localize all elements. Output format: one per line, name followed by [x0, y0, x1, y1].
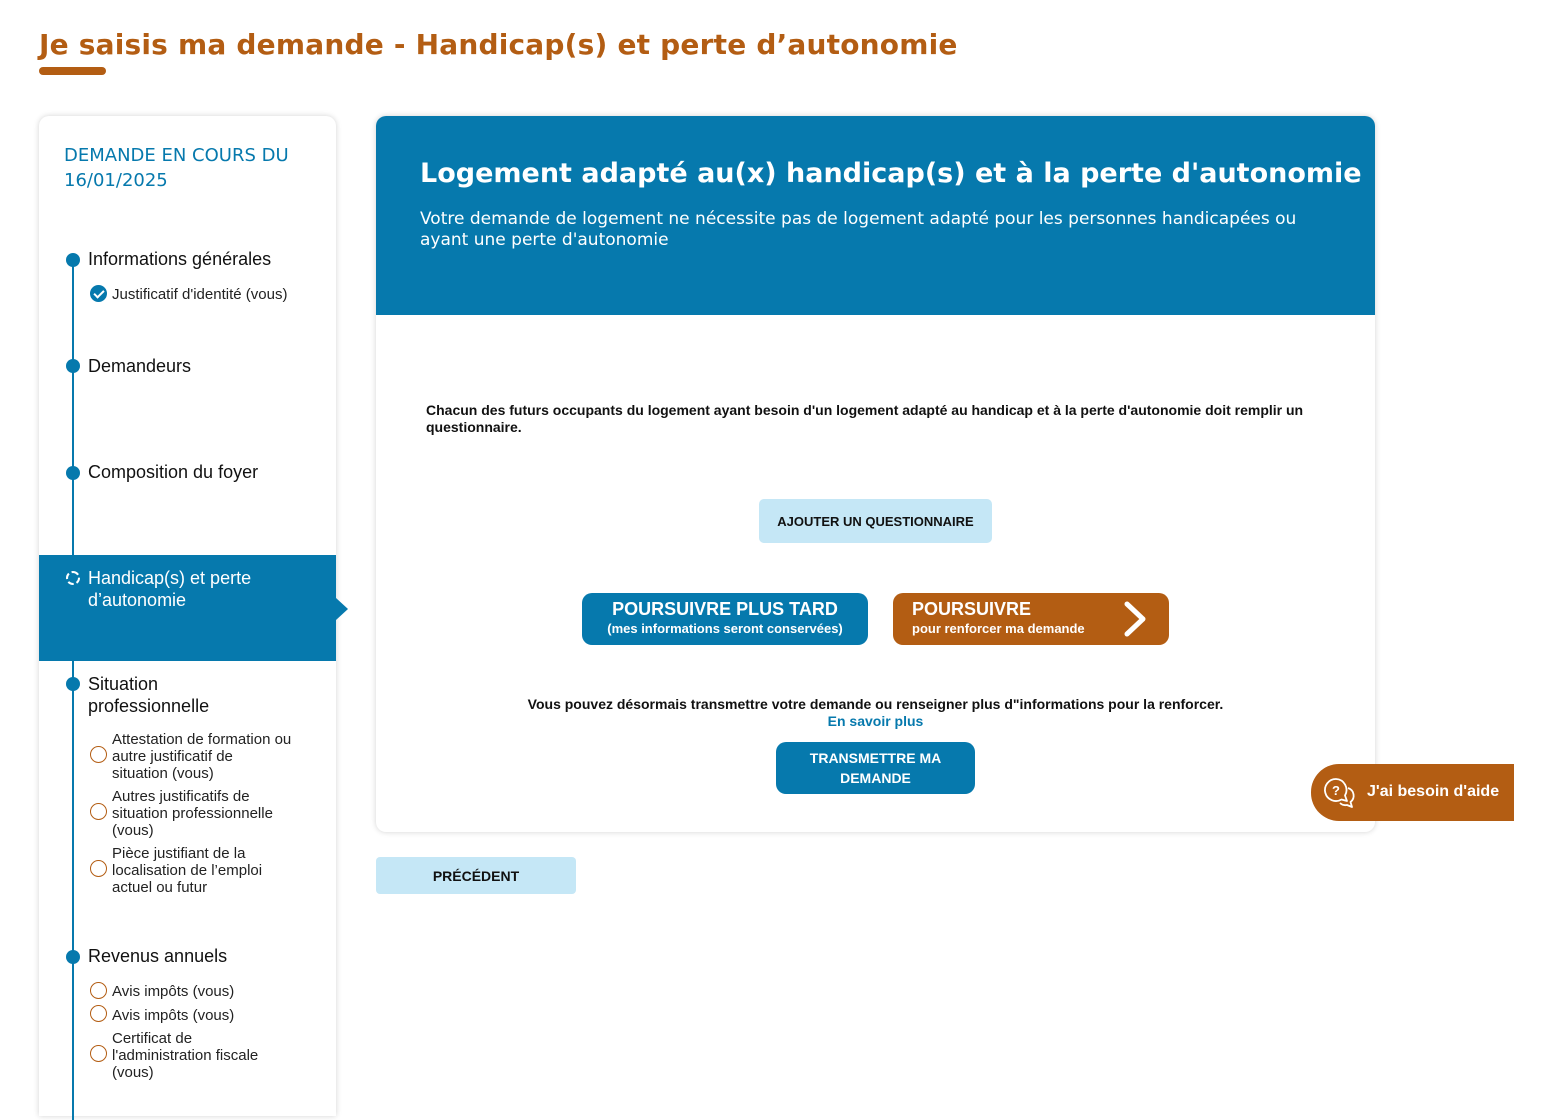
main-card	[376, 116, 1375, 832]
sidebar-header: DEMANDE EN COURS DU 16/01/2025	[64, 145, 289, 191]
empty-circle-icon	[90, 982, 107, 999]
help-button[interactable]	[1311, 764, 1514, 821]
sub-item-avis-impots-1[interactable]: Avis impôts (vous)	[112, 983, 235, 1000]
sub-item-autres-justificatifs[interactable]: Autres justificatifs de situation professionnelle (vous)	[112, 788, 273, 839]
sidebar-step-handicap-active[interactable]	[39, 555, 336, 661]
sub-item-justificatif-identite[interactable]: Justificatif d'identité (vous)	[112, 286, 288, 303]
help-button-label: J'ai besoin d'aide	[1367, 783, 1500, 800]
step-label: Revenus annuels	[88, 946, 228, 966]
empty-circle-icon	[90, 746, 107, 763]
add-questionnaire-button[interactable]: AJOUTER UN QUESTIONNAIRE	[759, 499, 992, 543]
step-dot-icon	[66, 359, 80, 373]
sub-item-attestation-formation[interactable]: Attestation de formation ou autre justificatif de situation (vous)	[112, 731, 292, 782]
sub-item-certificat-administration-fiscale[interactable]: Certificat de l'administration fiscale (vous)	[112, 1030, 259, 1081]
continue-sublabel: pour renforcer ma demande	[912, 621, 1085, 636]
active-pointer-icon	[336, 598, 348, 620]
card-title: Logement adapté au(x) handicap(s) et à la perte d'autonomie	[420, 158, 1362, 189]
step-label: Composition du foyer	[88, 462, 259, 482]
empty-circle-icon	[90, 1005, 107, 1022]
step-dot-icon	[66, 466, 80, 480]
step-dot-icon	[66, 950, 80, 964]
previous-button[interactable]: PRÉCÉDENT	[376, 857, 576, 894]
continue-later-sublabel: (mes informations seront conservées)	[607, 621, 843, 636]
step-dot-icon	[66, 253, 80, 267]
svg-text:?: ?	[1332, 783, 1340, 798]
progress-circle-icon	[66, 571, 80, 585]
title-underline	[39, 67, 106, 75]
empty-circle-icon	[90, 803, 107, 820]
step-label: Handicap(s) et perte d’autonomie	[88, 568, 252, 610]
sub-item-piece-localisation-emploi[interactable]: Pièce justifiant de la localisation de l’emploi actuel ou futur	[112, 845, 263, 896]
transmit-info-text: Vous pouvez désormais transmettre votre demande ou renseigner plus d"informations pour la renforcer.	[527, 696, 1224, 712]
step-label: Situation professionnelle	[88, 674, 210, 716]
continue-label: POURSUIVRE	[912, 599, 1032, 619]
continue-button[interactable]	[893, 593, 1169, 645]
step-label: Informations générales	[88, 249, 272, 269]
step-dot-icon	[66, 677, 80, 691]
transmit-request-button[interactable]: TRANSMETTRE MA DEMANDE	[776, 742, 975, 794]
check-circle-icon	[90, 285, 107, 302]
chevron-right-icon	[1121, 601, 1151, 637]
continue-later-button[interactable]	[582, 593, 868, 645]
page-title: Je saisis ma demande - Handicap(s) et perte d’autonomie	[39, 28, 958, 61]
help-chat-icon	[1321, 776, 1357, 810]
empty-circle-icon	[90, 1045, 107, 1062]
card-header	[376, 116, 1375, 315]
step-label: Demandeurs	[88, 356, 192, 376]
card-info-text: Chacun des futurs occupants du logement ayant besoin d'un logement adapté au handicap et à la perte d'autonomie doit remplir un questionnaire.	[426, 402, 1304, 435]
learn-more-link[interactable]: En savoir plus	[827, 713, 924, 729]
card-subtitle: Votre demande de logement ne nécessite pas de logement adapté pour les personnes handicapées ou ayant une perte d'autonomie	[420, 209, 1297, 250]
sub-item-avis-impots-2[interactable]: Avis impôts (vous)	[112, 1007, 235, 1024]
continue-later-label: POURSUIVRE PLUS TARD	[612, 599, 838, 619]
empty-circle-icon	[90, 860, 107, 877]
